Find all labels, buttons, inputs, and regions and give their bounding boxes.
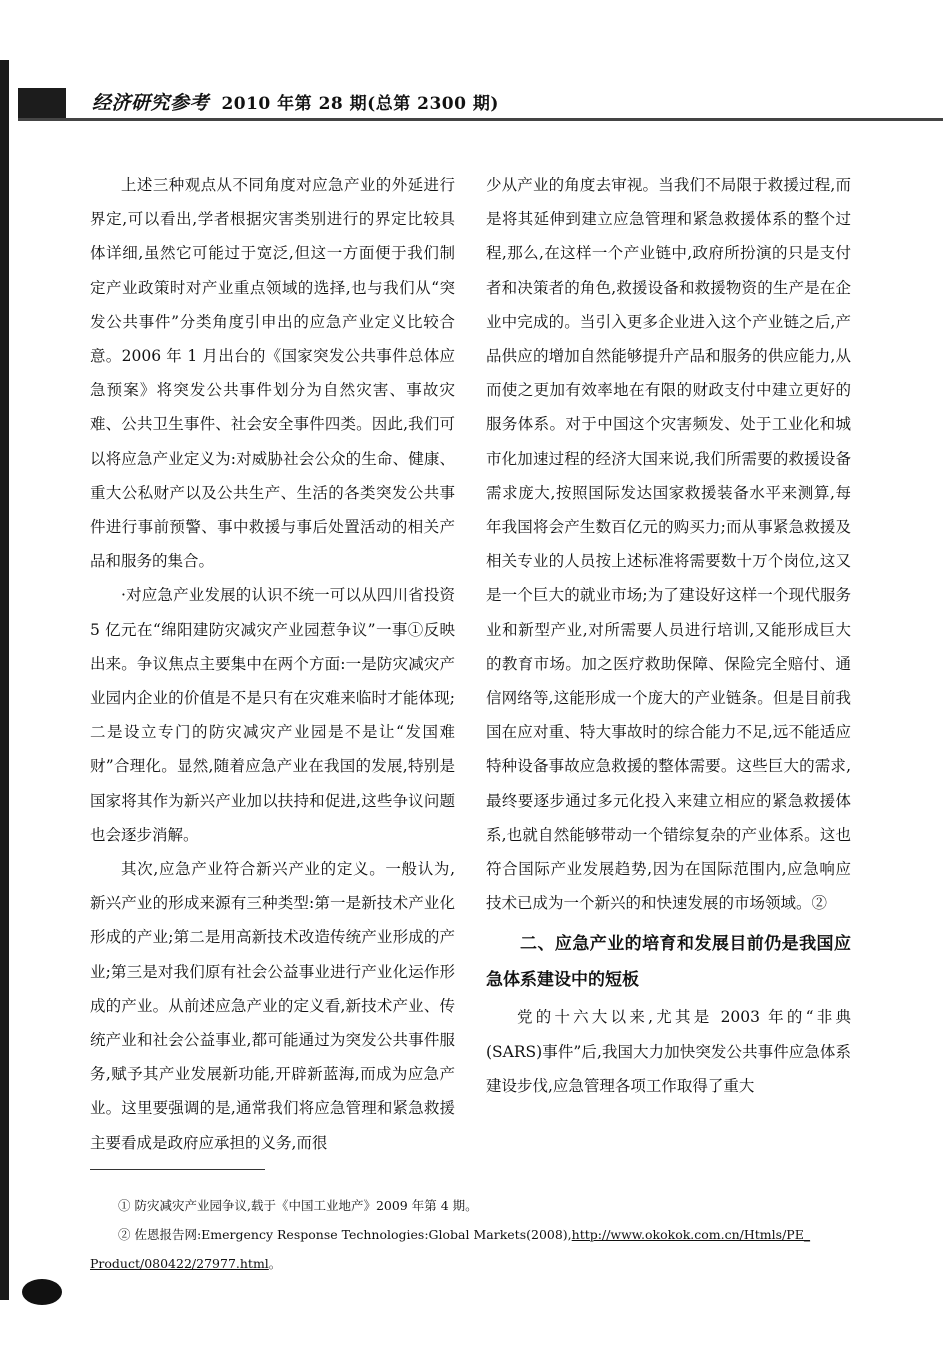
paragraph: ·对应急产业发展的认识不统一可以从四川省投资 5 亿元在“绵阳建防灾减灾产业园惹争议”一事①反映出来。争议焦点主要集中在两个方面:一是防灾减灾产业园内企业的价值是不是只有在灾难来临时才能体现;二是设立专门的防灾减灾产业园是不是让“发国难财”合理化。显然,随着应急产业在我国的发展,特别是国家将其作为新兴产业加以扶持和促进,这些争议问题也会逐步消解。 (90, 586, 455, 844)
footnote-2-continued (90, 1253, 850, 1275)
footnote-2-text: ② 佐恩报告网:Emergency Response Technologies:Global Markets(2008), (118, 1227, 572, 1242)
paragraph: 党的十六大以来,尤其是 2003 年的“非典(SARS)事件”后,我国大力加快突发公共事件应急体系建设步伐,应急管理各项工作取得了重大 (486, 1008, 851, 1095)
scan-blot (22, 1279, 62, 1305)
journal-name: 经济研究参考 (92, 92, 210, 114)
footnote-2-link[interactable]: http://www.okokok.com.cn/Htmls/PE_ (571, 1227, 811, 1242)
footnote-2-link-cont[interactable]: Product/080422/27977.html (90, 1256, 269, 1271)
footnote-rule (90, 1169, 265, 1170)
footnote-2-end: 。 (268, 1256, 282, 1271)
paragraph: 上述三种观点从不同角度对应急产业的外延进行界定,可以看出,学者根据灾害类别进行的界定比较具体详细,虽然它可能过于宽泛,但这一方面便于我们制定产业政策时对产业重点领域的选择,也与我们从“突发公共事件”分类角度引申出的应急产业定义比较合意。2006 年 1 月出台的《国家突发公共事件总体应急预案》将突发公共事件划分为自然灾害、事故灾难、公共卫生事件、社会安全事件四类。因此,我们可以将应急产业定义为:对威胁社会公众的生命、健康、重大公私财产以及公共生产、生活的各类突发公共事件进行事前预警、事中救援与事后处置活动的相关产品和服务的集合。 (90, 176, 455, 571)
paragraph: 少从产业的角度去审视。当我们不局限于救援过程,而是将其延伸到建立应急管理和紧急救援体系的整个过程,那么,在这样一个产业链中,政府所扮演的只是支付者和决策者的角色,救援设备和救援物资的生产是在企业中完成的。当引入更多企业进入这个产业链之后,产品供应的增加自然能够提升产品和服务的供应能力,从而使之更加有效率地在有限的财政支付中建立更好的服务体系。对于中国这个灾害频发、处于工业化和城市化加速过程的经济大国来说,我们所需要的救援设备需求庞大,按照国际发达国家救援装备水平来测算,每年我国将会产生数百亿元的购买力;而从事紧急救援及相关专业的人员按上述标准将需要数十万个岗位,这又是一个巨大的就业市场;为了建设好这样一个现代服务业和新型产业,对所需要人员进行培训,又能形成巨大的教育市场。加之医疗救助保障、保险完全赔付、通信网络等,这能形成一个庞大的产业链条。但是目前我国在应对重、特大事故时的综合能力不足,远不能适应特种设备事故应急救援的整体需要。这些巨大的需求,最终要逐步通过多元化投入来建立相应的紧急救援体系,也就自然能够带动一个错综复杂的产业体系。这也符合国际产业发展趋势,因为在国际范围内,应急响应技术已成为一个新兴的和快速发展的市场领域。② (486, 176, 851, 913)
scan-edge-shadow (0, 60, 9, 1300)
issue-info: 2010 年第 28 期(总第 2300 期) (221, 94, 499, 114)
footnote-2 (118, 1224, 878, 1246)
header-black-block (18, 88, 66, 118)
right-column (486, 168, 851, 1103)
left-column (90, 168, 455, 1160)
running-header (92, 88, 499, 115)
footnote-1: ① 防灾减灾产业园争议,载于《中国工业地产》2009 年第 4 期。 (118, 1198, 478, 1213)
section-heading: 二、应急产业的培育和发展目前仍是我国应急体系建设中的短板 (486, 934, 851, 991)
paragraph: 其次,应急产业符合新兴产业的定义。一般认为,新兴产业的形成来源有三种类型:第一是新技术产业化形成的产业;第二是用高新技术改造传统产业形成的产业;第三是对我们原有社会公益事业进行产业化运作形成的产业。从前述应急产业的定义看,新技术产业、传统产业和社会公益事业,都可能通过为突发公共事件服务,赋予其产业发展新功能,开辟新蓝海,而成为应急产业。这里要强调的是,通常我们将应急管理和紧急救援主要看成是政府应承担的义务,而很 (90, 860, 455, 1152)
header-rule (18, 118, 943, 121)
